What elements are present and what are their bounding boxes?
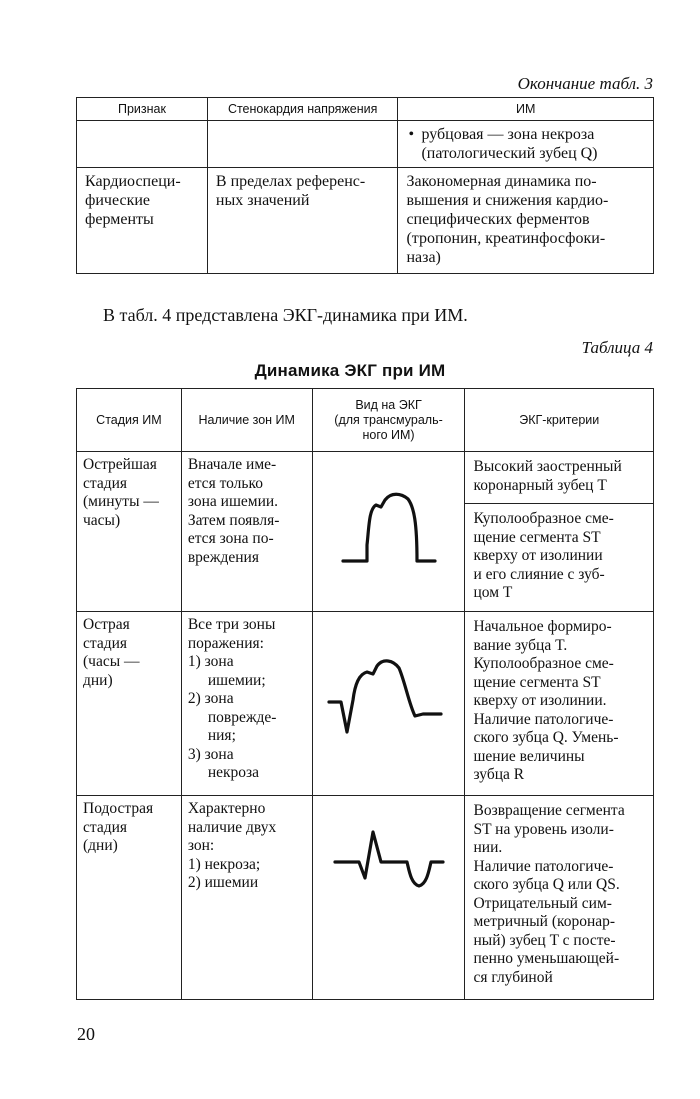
table-row (77, 452, 654, 504)
t4-r2-ecg (312, 612, 465, 796)
text-line: щение сегмента ST (473, 673, 601, 691)
text-line: ся глубиной (473, 968, 553, 986)
text-line: В пределах референс- (215, 173, 366, 190)
text-line: шение величины (473, 747, 585, 765)
text-line: кверху от изолинии (473, 547, 603, 564)
text-line: (патологический зубец Q) (421, 145, 598, 162)
text-line: пенно уменьшающей- (473, 950, 620, 967)
t4-r3-ecg (312, 796, 465, 1000)
table-4-title: Динамика ЭКГ при ИМ (254, 361, 446, 380)
text-line: ского зубца Q или QS. (473, 876, 620, 893)
text-line: дни) (83, 671, 113, 689)
text-line: наза) (406, 249, 441, 266)
text-line: ный) зубец T с посте- (473, 931, 616, 949)
table-3 (76, 97, 654, 274)
bullet-icon: • (408, 126, 415, 143)
text-line: Вначале име- (187, 456, 277, 473)
t3-header-mi: ИМ (398, 98, 654, 121)
text-line: ния; (207, 727, 236, 744)
text-line: (для трансмураль- (334, 412, 443, 427)
text-line: кверху от изолинии. (473, 692, 607, 709)
body-sentence: В табл. 4 представлена ЭКГ-динамика при ИМ. (103, 305, 468, 325)
t3-r1-c2 (207, 121, 398, 168)
t4-r2-stage (77, 612, 182, 796)
table-4-header (77, 389, 654, 452)
text-line: метричный (коронар- (473, 913, 616, 930)
t4-r3-stage (77, 796, 182, 1000)
text-line: Отрицательный сим- (473, 894, 612, 912)
text-line: Наличие патологиче- (473, 710, 614, 728)
text-line: Закономерная динамика по- (406, 173, 597, 190)
text-line: 2) ишемии (187, 874, 259, 891)
text-line: стадия (83, 474, 128, 492)
t3-r2-c2 (207, 168, 398, 274)
text-line: Начальное формиро- (473, 618, 612, 635)
text-line: 3) зона (187, 745, 234, 763)
text-line: зона ишемии. (187, 493, 279, 510)
t4-r1-stage (77, 452, 182, 612)
text-line: Куполообразное сме- (473, 510, 614, 527)
text-line: фические (85, 192, 151, 209)
text-line: некроза (207, 764, 260, 781)
t3-r1-c3 (398, 121, 654, 168)
text-line: вреждения (187, 548, 259, 566)
text-line: вание зубца T. (473, 636, 568, 654)
t4-r3-zones (181, 796, 312, 1000)
text-line: стадия (83, 818, 128, 836)
t4-header-stage: Стадия ИМ (77, 389, 182, 452)
table-4-label: Таблица 4 (581, 338, 653, 357)
t3-header-sign: Признак (77, 98, 208, 121)
text-line: коронарный зубец T (473, 476, 607, 494)
text-line: ных значений (215, 192, 310, 209)
text-line: Все три зоны (187, 616, 276, 633)
text-line: Кардиоспеци- (85, 173, 181, 190)
text-line: ется только (187, 474, 263, 492)
text-line: ется зона по- (187, 530, 274, 547)
text-line: нии. (473, 839, 503, 856)
text-line: (дни) (83, 837, 118, 854)
continuation-label: Окончание табл. 3 (517, 74, 653, 93)
t4-header-ecg (312, 389, 465, 452)
text-line: наличие двух (187, 818, 277, 836)
text-line: ST на уровень изоли- (473, 820, 614, 838)
text-line: 1) некроза; (187, 855, 261, 873)
text-line: ского зубца Q. Умень- (473, 729, 619, 746)
text-line: 1) зона (187, 653, 234, 670)
t4-r1-zones (181, 452, 312, 612)
page-number: 20 (77, 1024, 95, 1044)
t4-r2-zones (181, 612, 312, 796)
text-line: (тропонин, креатинфосфоки- (406, 230, 606, 247)
text-line: ферменты (85, 211, 154, 228)
text-line: (минуты — (83, 493, 159, 510)
t4-r1-criteria-b (465, 504, 654, 612)
t4-header-criteria: ЭКГ-критерии (465, 389, 654, 452)
ecg-st-elevation-q-wave-icon (319, 654, 459, 754)
table-4 (76, 388, 654, 1000)
text-line: и его слияние с зуб- (473, 565, 605, 583)
table-row (77, 612, 654, 796)
text-line: Затем появля- (187, 511, 280, 529)
text-line: поражения: (187, 634, 264, 652)
table-row (77, 796, 654, 1000)
text-line: зубца R (473, 766, 525, 783)
table-3-header (77, 98, 654, 121)
text-line: ишемии; (207, 671, 266, 689)
text-line: специфических ферментов (406, 211, 590, 228)
text-line: стадия (83, 634, 128, 652)
text-line: Куполообразное сме- (473, 655, 614, 672)
t4-r1-ecg (312, 452, 465, 612)
t3-header-angina: Стенокардия напряжения (207, 98, 398, 121)
text-line: Подострая (83, 800, 154, 817)
t4-r2-criteria (465, 612, 654, 796)
text-line: Наличие патологиче- (473, 857, 614, 875)
text-line: Характерно (187, 800, 266, 817)
text-line: цом T (473, 584, 513, 601)
text-line: часы) (83, 511, 121, 529)
t3-r2-c1 (77, 168, 208, 274)
table-row (77, 168, 654, 274)
text-line: поврежде- (207, 708, 277, 726)
text-line: Вид на ЭКГ (355, 397, 422, 412)
text-line: (часы — (83, 653, 140, 670)
text-line: щение сегмента ST (473, 528, 601, 546)
text-line: ного ИМ) (362, 427, 415, 442)
text-line: Острая (83, 616, 130, 633)
text-line: вышения и снижения кардио- (406, 192, 609, 209)
text-line: Острейшая (83, 456, 157, 473)
t4-r1-criteria-a (465, 452, 654, 504)
text-line: Высокий заостренный (473, 458, 622, 475)
t3-r2-c3 (398, 168, 654, 274)
t3-r1-c1 (77, 121, 208, 168)
text-line: зон: (187, 837, 215, 854)
t4-r3-criteria (465, 796, 654, 1000)
t4-header-zones: Наличие зон ИМ (181, 389, 312, 452)
ecg-negative-t-wave-icon (329, 826, 449, 896)
ecg-hyperacute-t-wave-icon (329, 487, 449, 577)
text-line: 2) зона (187, 690, 234, 707)
text-line: рубцовая — зона некроза (421, 126, 595, 143)
text-line: Возвращение сегмента (473, 802, 625, 819)
table-row (77, 121, 654, 168)
